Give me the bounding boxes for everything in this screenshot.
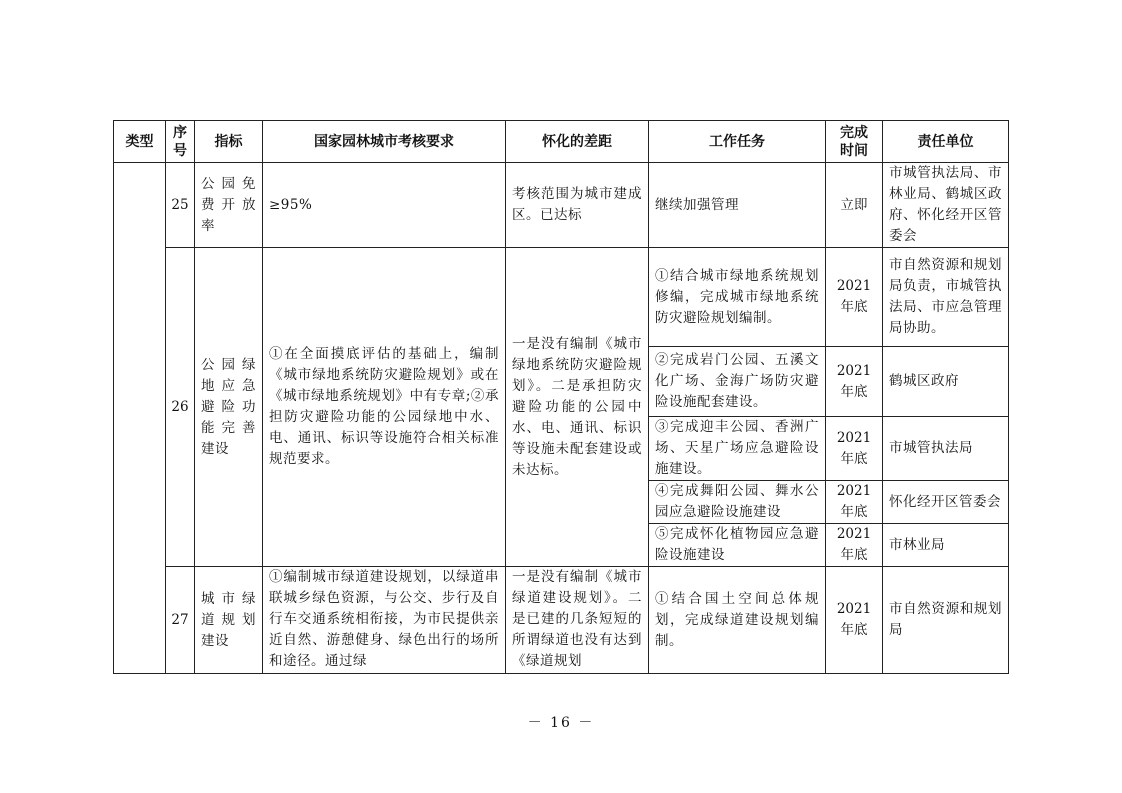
unit-cell: 鹤城区政府 <box>883 347 1009 417</box>
row-number: 27 <box>166 567 195 674</box>
header-indicator: 指标 <box>195 121 263 163</box>
time-cell: 2021年底 <box>826 417 883 481</box>
requirement-cell: ≥95% <box>263 163 506 248</box>
unit-cell: 市城管执法局 <box>883 417 1009 481</box>
time-cell: 立即 <box>826 163 883 248</box>
header-gap: 怀化的差距 <box>506 121 649 163</box>
header-task: 工作任务 <box>649 121 826 163</box>
requirement-cell: ①编制城市绿道建设规划，以绿道串联城乡绿色资源，与公交、步行及自行车交通系统相衔接，为市民提供亲近自然、游憩健身、绿色出行的场所和途径。通过绿 <box>263 567 506 674</box>
page-number: － 16 － <box>527 715 595 731</box>
indicator-cell: 城市绿道规划建设 <box>195 567 263 674</box>
unit-cell: 市自然资源和规划局负责，市城管执法局、市应急管理局协助。 <box>883 248 1009 347</box>
requirement-cell: ①在全面摸底评估的基础上，编制《城市绿地系统防灾避险规划》或在《城市绿地系统规划》中有专章;②承担防灾避险功能的公园绿地中水、电、通讯、标识等设施符合相关标准规范要求。 <box>263 248 506 567</box>
time-cell: 2021年底 <box>826 481 883 524</box>
gap-cell: 考核范围为城市建成区。已达标 <box>506 163 649 248</box>
table-row <box>114 163 1009 248</box>
task-cell: ⑤完成怀化植物园应急避险设施建设 <box>649 524 826 567</box>
table-row <box>114 248 1009 347</box>
indicator-cell: 公园绿地应急避险功能完善建设 <box>195 248 263 567</box>
task-cell: 继续加强管理 <box>649 163 826 248</box>
unit-cell: 市自然资源和规划局 <box>883 567 1009 674</box>
header-number: 序号 <box>166 121 195 163</box>
assessment-table <box>113 120 1009 674</box>
gap-cell: 一是没有编制《城市绿地系统防灾避险规划》。二是承担防灾避险功能的公园中水、电、通讯、标识等设施未配套建设或未达标。 <box>506 248 649 567</box>
task-cell: ②完成岩门公园、五溪文化广场、金海广场防灾避险设施配套建设。 <box>649 347 826 417</box>
task-cell: ④完成舞阳公园、舞水公园应急避险设施建设 <box>649 481 826 524</box>
time-cell: 2021年底 <box>826 524 883 567</box>
type-cell <box>114 163 166 674</box>
header-type: 类型 <box>114 121 166 163</box>
indicator-cell: 公园免费开放率 <box>195 163 263 248</box>
time-cell: 2021年底 <box>826 248 883 347</box>
unit-cell: 市城管执法局、市林业局、鹤城区政府、怀化经开区管委会 <box>883 163 1009 248</box>
task-cell: ①结合国土空间总体规划，完成绿道建设规划编制。 <box>649 567 826 674</box>
task-cell: ①结合城市绿地系统规划修编，完成城市绿地系统防灾避险规划编制。 <box>649 248 826 347</box>
header-requirement: 国家园林城市考核要求 <box>263 121 506 163</box>
time-cell: 2021年底 <box>826 347 883 417</box>
unit-cell: 怀化经开区管委会 <box>883 481 1009 524</box>
row-number: 25 <box>166 163 195 248</box>
time-cell: 2021年底 <box>826 567 883 674</box>
table-row <box>114 567 1009 674</box>
gap-cell: 一是没有编制《城市绿道建设规划》。二是已建的几条短短的所谓绿道也没有达到《绿道规划 <box>506 567 649 674</box>
header-time: 完成时间 <box>826 121 883 163</box>
unit-cell: 市林业局 <box>883 524 1009 567</box>
table-header-row <box>114 121 1009 163</box>
task-cell: ③完成迎丰公园、香洲广场、天星广场应急避险设施建设。 <box>649 417 826 481</box>
row-number: 26 <box>166 248 195 567</box>
header-unit: 责任单位 <box>883 121 1009 163</box>
